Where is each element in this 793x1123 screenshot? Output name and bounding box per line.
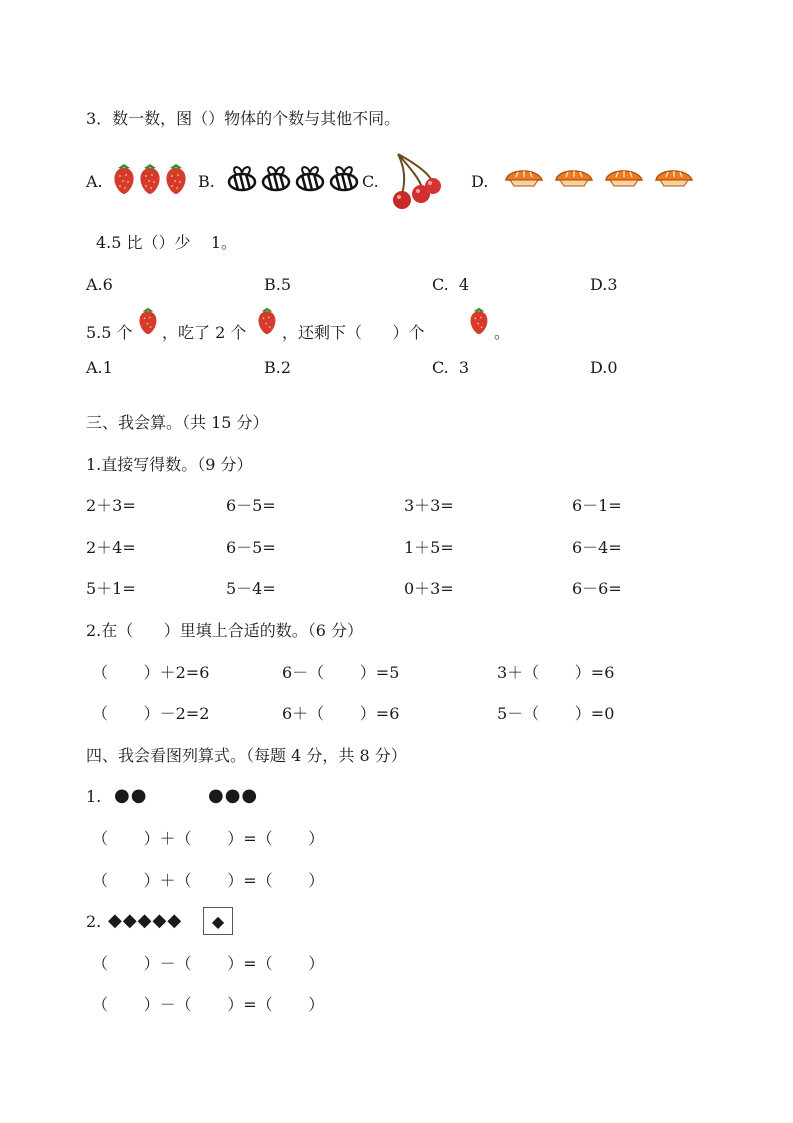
- calc-item: 6－1=: [572, 496, 622, 515]
- calc-item: 2＋3=: [86, 496, 136, 515]
- bee-icon: [331, 167, 357, 190]
- equation-blank: （ ）－（ ）=（ ）: [92, 995, 325, 1014]
- fill-blank-item: 6－（ ）=5: [282, 663, 400, 682]
- mushroom-icon: [656, 171, 692, 186]
- cherries-image: [386, 150, 444, 212]
- bee-icon: [297, 167, 323, 190]
- calc-item: 1＋5=: [404, 538, 454, 557]
- q4-option-c: C. 4: [432, 275, 470, 294]
- calc-item: 6－4=: [572, 538, 622, 557]
- q5-option-b: B.2: [264, 358, 292, 377]
- equation-blank: （ ）＋（ ）=（ ）: [92, 829, 325, 848]
- q5-option-a: A.1: [86, 358, 113, 377]
- fill-blank-item: （ ）－2=2: [92, 704, 210, 723]
- calc-item: 6－5=: [226, 496, 276, 515]
- equation-blank: （ ）＋（ ）=（ ）: [92, 871, 325, 890]
- q4-option-d: D.3: [590, 275, 618, 294]
- question-4-title: 4.5 比（）少 1。: [96, 233, 238, 252]
- calc-item: 5－4=: [226, 579, 276, 598]
- calc-item: 6－5=: [226, 538, 276, 557]
- bee-icon: [263, 167, 289, 190]
- cherry-icon: [393, 191, 411, 209]
- diamonds-group: ◆◆◆◆◆: [108, 910, 183, 931]
- mushroom-icon: [606, 171, 642, 186]
- section-3-title: 三、我会算。（共 15 分）: [86, 413, 269, 432]
- strawberries-image: [112, 162, 188, 196]
- option-a-label: A.: [86, 172, 103, 191]
- mushroom-icon: [506, 171, 542, 186]
- q4-option-b: B.5: [264, 275, 292, 294]
- option-b-label: B.: [198, 172, 215, 191]
- question-5-part2: ，吃了 2 个: [162, 323, 247, 342]
- q5-option-d: D.0: [590, 358, 618, 377]
- calc-item: 2＋4=: [86, 538, 136, 557]
- calc-item: 6－6=: [572, 579, 622, 598]
- fill-blank-item: 6＋（ ）=6: [282, 704, 400, 723]
- question-5-part3: ，还剩下（ ）个: [282, 323, 425, 342]
- section-4-title: 四、我会看图列算式。（每题 4 分，共 8 分）: [86, 746, 407, 765]
- strawberry-icon: [136, 306, 160, 336]
- bee-icon: [229, 167, 255, 190]
- strawberry-icon: [114, 164, 133, 194]
- strawberry-icon: [166, 164, 185, 194]
- question-3-title: 3．数一数，图（）物体的个数与其他不同。: [86, 109, 401, 128]
- option-d-label: D.: [471, 172, 489, 191]
- boxed-diamond: ◆: [203, 907, 233, 935]
- question-5-part4: 。: [494, 323, 511, 342]
- strawberry-icon: [255, 306, 279, 336]
- dots-group-two: ●●: [114, 785, 148, 806]
- q4-option-a: A.6: [86, 275, 113, 294]
- fill-blank-item: （ ）＋2=6: [92, 663, 210, 682]
- option-c-label: C.: [362, 172, 379, 191]
- cherry-icon: [425, 178, 441, 194]
- fill-blank-item: 5－（ ）=0: [497, 704, 615, 723]
- dots-group-three: ●●●: [208, 785, 259, 806]
- calc-item: 3＋3=: [404, 496, 454, 515]
- mushroom-icon: [556, 171, 592, 186]
- problem-1-label: 1.: [86, 787, 102, 806]
- section-3-sub2: 2.在（ ）里填上合适的数。（6 分）: [86, 621, 364, 640]
- mushrooms-image: [504, 164, 696, 192]
- calc-item: 0＋3=: [404, 579, 454, 598]
- fill-blank-item: 3＋（ ）=6: [497, 663, 615, 682]
- q5-option-c: C. 3: [432, 358, 470, 377]
- problem-2-label: 2.: [86, 912, 102, 931]
- question-5-part1: 5.5 个: [86, 323, 133, 342]
- bees-image: [226, 164, 366, 196]
- equation-blank: （ ）－（ ）=（ ）: [92, 954, 325, 973]
- strawberry-icon: [140, 164, 159, 194]
- calc-item: 5＋1=: [86, 579, 136, 598]
- section-3-sub1: 1.直接写得数。（9 分）: [86, 455, 253, 474]
- strawberry-icon: [467, 306, 491, 336]
